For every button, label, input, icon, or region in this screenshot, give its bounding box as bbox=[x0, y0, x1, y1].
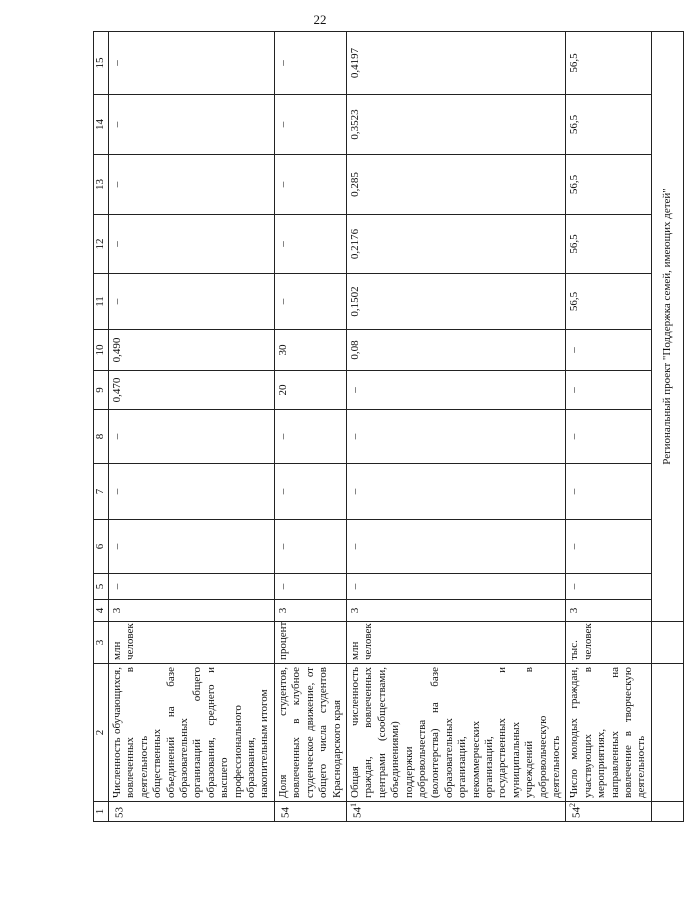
table-row bbox=[346, 32, 566, 822]
value-cell: 56,5 bbox=[566, 32, 651, 95]
indicators-table bbox=[93, 31, 684, 822]
indicator-description: Общая численность граждан, вовлеченных центрами (сообществами, объединениями) поддержки добровольчества (волонтерства) на базе образовательных организаций, некоммерческих организаций, государственных и муниципальных учреждений в добровольческую деятельность bbox=[346, 664, 566, 802]
value-cell: – bbox=[566, 520, 651, 574]
rotated-table-container bbox=[93, 32, 673, 822]
value-cell: 0,4197 bbox=[346, 32, 566, 95]
value-cell: – bbox=[274, 410, 346, 464]
value-cell: – bbox=[346, 464, 566, 520]
value-cell: – bbox=[274, 520, 346, 574]
row-number: $54^1$ bbox=[346, 802, 566, 822]
row-number: $54^2$ bbox=[566, 802, 651, 822]
indicator-description: Доля студентов, вовлеченных в клубное студенческое движение, от общего числа студентов Краснодарского края bbox=[274, 664, 346, 802]
header-cell: 12 bbox=[94, 215, 109, 274]
header-cell: 13 bbox=[94, 155, 109, 215]
table-row bbox=[109, 32, 275, 822]
value-cell: – bbox=[109, 410, 275, 464]
value-cell: 56,5 bbox=[566, 274, 651, 330]
value-cell: – bbox=[274, 574, 346, 600]
value-cell: 0,285 bbox=[346, 155, 566, 215]
value-cell: 20 bbox=[274, 371, 346, 410]
row-number: 53 bbox=[109, 802, 275, 822]
value-cell: 56,5 bbox=[566, 95, 651, 155]
value-cell: 3 bbox=[346, 600, 566, 622]
header-cell: 10 bbox=[94, 330, 109, 371]
value-cell: 3 bbox=[566, 600, 651, 622]
value-cell: – bbox=[346, 520, 566, 574]
table-row bbox=[274, 32, 346, 822]
row-number: 54 bbox=[274, 802, 346, 822]
header-cell: 4 bbox=[94, 600, 109, 622]
value-cell: – bbox=[109, 520, 275, 574]
indicator-description: Численность обучающихся, вовлеченных в деятельность общественных объединений на базе образовательных организаций общего образования, среднего и высшего профессионального образования, накопительным итогом bbox=[109, 664, 275, 802]
page-number: 22 bbox=[313, 12, 327, 27]
value-cell: – bbox=[566, 371, 651, 410]
value-cell: 56,5 bbox=[566, 155, 651, 215]
header-cell: 7 bbox=[94, 464, 109, 520]
value-cell: – bbox=[109, 574, 275, 600]
table-row bbox=[566, 32, 651, 822]
value-cell: – bbox=[274, 274, 346, 330]
value-cell: – bbox=[109, 464, 275, 520]
value-cell: 0,490 bbox=[109, 330, 275, 371]
header-cell: 5 bbox=[94, 574, 109, 600]
value-cell: – bbox=[566, 330, 651, 371]
value-cell: – bbox=[109, 274, 275, 330]
value-cell: – bbox=[346, 371, 566, 410]
value-cell: – bbox=[109, 215, 275, 274]
header-cell: 6 bbox=[94, 520, 109, 574]
value-cell: – bbox=[109, 32, 275, 95]
header-cell: 2 bbox=[94, 664, 109, 802]
indicator-description: Число молодых граждан, участвующих в мероприятиях, направленных на вовлечение в творческую деятельность bbox=[566, 664, 651, 802]
header-cell: 14 bbox=[94, 95, 109, 155]
header-cell: 1 bbox=[94, 802, 109, 822]
section-spacer bbox=[651, 802, 683, 822]
header-cell: 9 bbox=[94, 371, 109, 410]
value-cell: – bbox=[274, 95, 346, 155]
value-cell: 0,3523 bbox=[346, 95, 566, 155]
value-cell: – bbox=[109, 155, 275, 215]
section-title: Региональный проект "Поддержка семей, имеющих детей" bbox=[651, 32, 683, 622]
value-cell: – bbox=[566, 410, 651, 464]
value-cell: 30 bbox=[274, 330, 346, 371]
value-cell: – bbox=[346, 574, 566, 600]
value-cell: 56,5 bbox=[566, 215, 651, 274]
value-cell: – bbox=[346, 410, 566, 464]
value-cell: – bbox=[274, 32, 346, 95]
section-row bbox=[651, 32, 683, 822]
value-cell: – bbox=[566, 574, 651, 600]
value-cell: 0,470 bbox=[109, 371, 275, 410]
header-cell: 15 bbox=[94, 32, 109, 95]
unit-cell: млн человек bbox=[109, 622, 275, 664]
value-cell: – bbox=[109, 95, 275, 155]
unit-cell: тыс. человек bbox=[566, 622, 651, 664]
header-cell: 3 bbox=[94, 622, 109, 664]
value-cell: 3 bbox=[274, 600, 346, 622]
value-cell: – bbox=[274, 215, 346, 274]
value-cell: – bbox=[274, 464, 346, 520]
value-cell: 0,1502 bbox=[346, 274, 566, 330]
header-cell: 11 bbox=[94, 274, 109, 330]
value-cell: 0,08 bbox=[346, 330, 566, 371]
value-cell: – bbox=[566, 464, 651, 520]
value-cell: 3 bbox=[109, 600, 275, 622]
unit-cell: процент bbox=[274, 622, 346, 664]
value-cell: 0,2176 bbox=[346, 215, 566, 274]
section-spacer bbox=[651, 622, 683, 664]
header-cell: 8 bbox=[94, 410, 109, 464]
header-row bbox=[94, 32, 109, 822]
section-spacer bbox=[651, 664, 683, 802]
unit-cell: млн человек bbox=[346, 622, 566, 664]
value-cell: – bbox=[274, 155, 346, 215]
